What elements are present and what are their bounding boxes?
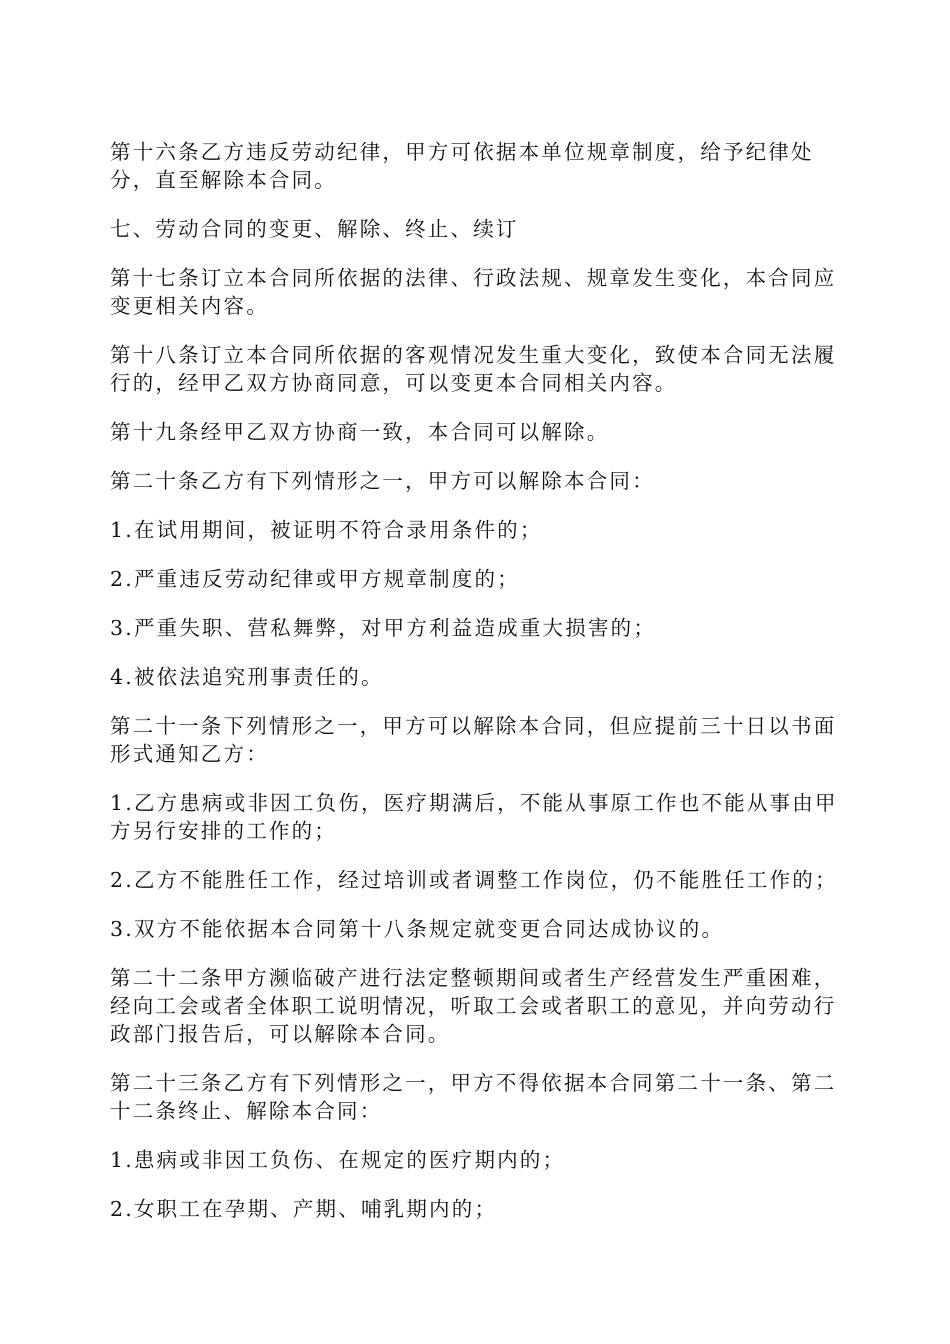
list-item-21-3: 3.双方不能依据本合同第十八条规定就变更合同达成协议的。 [110, 917, 725, 941]
list-item-23-1: 1.患病或非因工负伤、在规定的医疗期内的； [110, 1148, 566, 1172]
list-item-20-2: 2.严重违反劳动纪律或甲方规章制度的； [110, 567, 520, 591]
list-item-20-4: 4.被依法追究刑事责任的。 [110, 665, 384, 689]
paragraph-article-21: 第二十一条下列情形之一，甲方可以解除本合同，但应提前三十日以书面形式通知乙方： [110, 714, 837, 766]
paragraph-article-18: 第十八条订立本合同所依据的客观情况发生重大变化，致使本合同无法履行的，经甲乙双方协商同意，可以变更本合同相关内容。 [110, 343, 837, 395]
section-heading-7: 七、劳动合同的变更、解除、终止、续订 [110, 217, 519, 241]
list-item-20-3: 3.严重失职、营私舞弊，对甲方利益造成重大损害的； [110, 616, 657, 640]
list-item-21-1: 1.乙方患病或非因工负伤，医疗期满后，不能从事原工作也不能从事由甲方另行安排的工作的； [110, 791, 838, 843]
list-item-21-2: 2.乙方不能胜任工作，经过培训或者调整工作岗位，仍不能胜任工作的； [110, 868, 838, 892]
document-page [110, 138, 845, 1244]
paragraph-article-17: 第十七条订立本合同所依据的法律、行政法规、规章发生变化，本合同应变更相关内容。 [110, 266, 837, 318]
paragraph-article-22: 第二十二条甲方濒临破产进行法定整顿期间或者生产经营发生严重困难，经向工会或者全体职工说明情况，听取工会或者职工的意见，并向劳动行政部门报告后，可以解除本合同。 [110, 966, 837, 1046]
list-item-23-2: 2.女职工在孕期、产期、哺乳期内的； [110, 1197, 498, 1221]
list-item-20-1: 1.在试用期间，被证明不符合录用条件的； [110, 518, 543, 542]
paragraph-article-19: 第十九条经甲乙双方协商一致，本合同可以解除。 [110, 420, 610, 444]
paragraph-article-16: 第十六条乙方违反劳动纪律，甲方可依据本单位规章制度，给予纪律处分，直至解除本合同。 [110, 140, 814, 192]
paragraph-article-23: 第二十三条乙方有下列情形之一，甲方不得依据本合同第二十一条、第二十二条终止、解除本合同： [110, 1071, 837, 1123]
paragraph-article-20: 第二十条乙方有下列情形之一，甲方可以解除本合同： [110, 469, 655, 493]
